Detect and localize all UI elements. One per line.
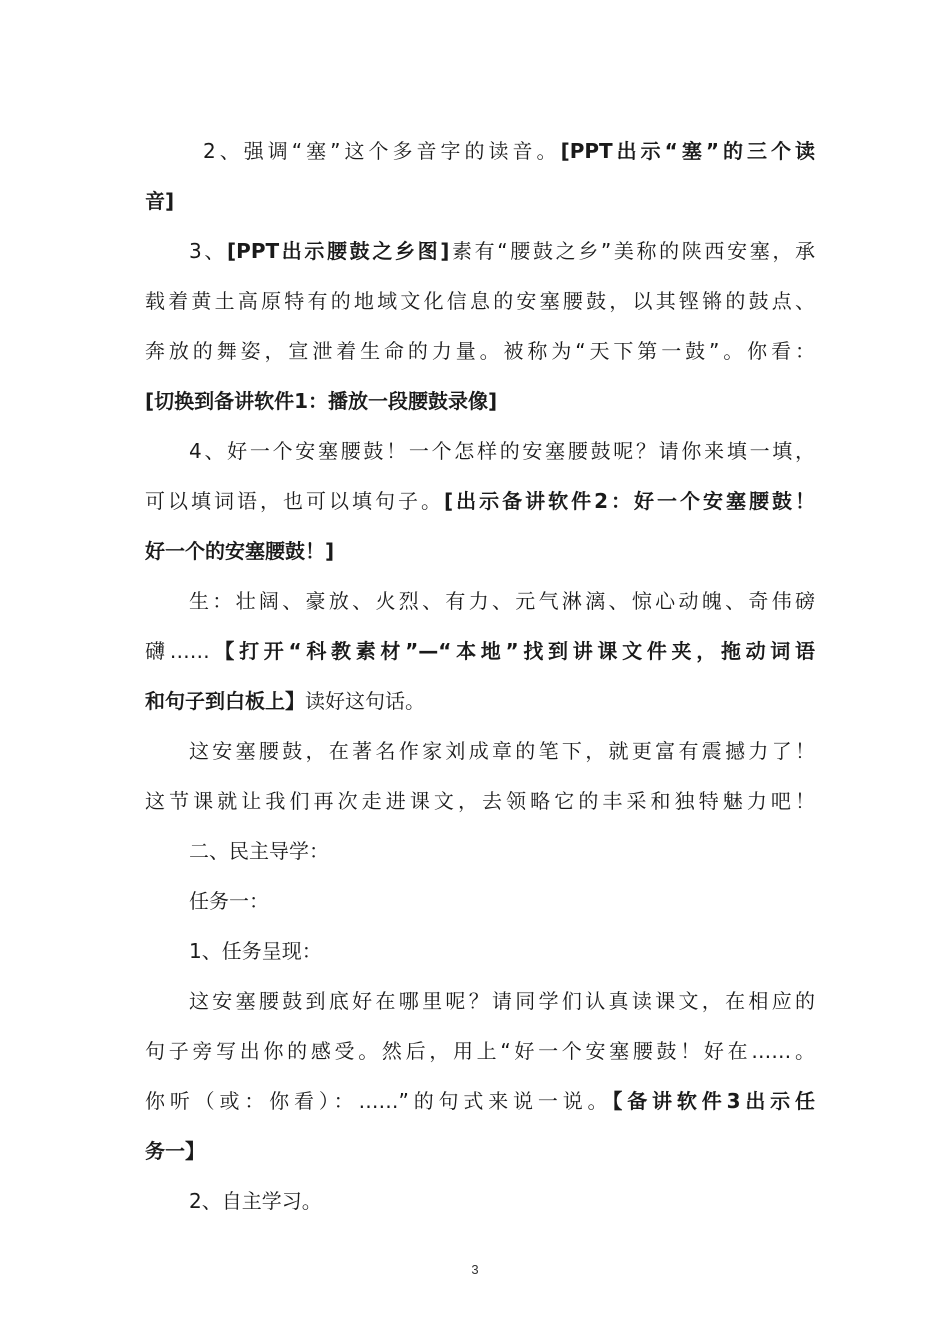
text-run: 读好这句话。 [305,689,425,713]
paragraph-line [145,636,815,666]
paragraph-line: [切换到备讲软件1：播放一段腰鼓录像] [145,389,498,413]
bold-text-run: [PPT出示“塞”的三个读 [560,139,816,163]
paragraph-line: 好一个的安塞腰鼓！] [145,539,335,563]
paragraph-line: 载着黄土高原特有的地域文化信息的安塞腰鼓，以其铿锵的鼓点、 [145,289,815,313]
paragraph-line: 这节课就让我们再次走进课文，去领略它的丰采和独特魅力吧！ [145,789,815,813]
paragraph-line: 这安塞腰鼓到底好在哪里呢？请同学们认真读课文，在相应的 [189,989,815,1013]
paragraph-line [203,136,815,166]
text-run: 3、 [189,239,228,263]
paragraph-line [145,1086,815,1116]
paragraph-line: 句子旁写出你的感受。然后，用上“好一个安塞腰鼓！好在……。 [145,1039,815,1063]
paragraph-line: 务一】 [145,1139,205,1163]
bold-text-run: 和句子到白板上】 [145,689,305,713]
text-run: 你听（或：你看）：……”的句式来说一说。 [145,1089,613,1113]
bold-text-run: [PPT出示腰鼓之乡图] [227,239,450,263]
paragraph-line: 这安塞腰鼓，在著名作家刘成章的笔下，就更富有震撼力了！ [189,739,815,763]
text-run: 2、强调“塞”这个多音字的读音。 [203,139,561,163]
paragraph-line: 音] [145,189,175,213]
paragraph-line: 生：壮阔、豪放、火烈、有力、元气淋漓、惊心动魄、奇伟磅 [189,589,815,613]
text-run: 素有“腰鼓之乡”美称的陕西安塞，承 [449,239,815,263]
bold-text-run: [出示备讲软件2：好一个安塞腰鼓！ [443,489,816,513]
task-heading: 任务一： [189,889,269,913]
text-run: 礴…… [145,639,210,663]
bold-text-run: 【打开“科教素材”—“本地”找到讲课文件夹，拖动词语 [209,639,816,663]
page-number: 3 [471,1262,479,1277]
paragraph-line [189,236,815,266]
text-run: 可以填词语，也可以填句子。 [145,489,444,513]
step-heading: 1、任务呈现： [189,939,322,963]
paragraph-line [145,486,815,516]
bold-text-run: 【备讲软件3出示任 [612,1089,815,1113]
step-heading: 2、自主学习。 [189,1189,322,1213]
paragraph-line: 4、好一个安塞腰鼓！一个怎样的安塞腰鼓呢？请你来填一填， [189,439,815,463]
paragraph-line [145,686,815,716]
section-heading: 二、民主导学： [189,839,329,863]
paragraph-line: 奔放的舞姿，宣泄着生命的力量。被称为“天下第一鼓”。你看： [145,339,815,363]
